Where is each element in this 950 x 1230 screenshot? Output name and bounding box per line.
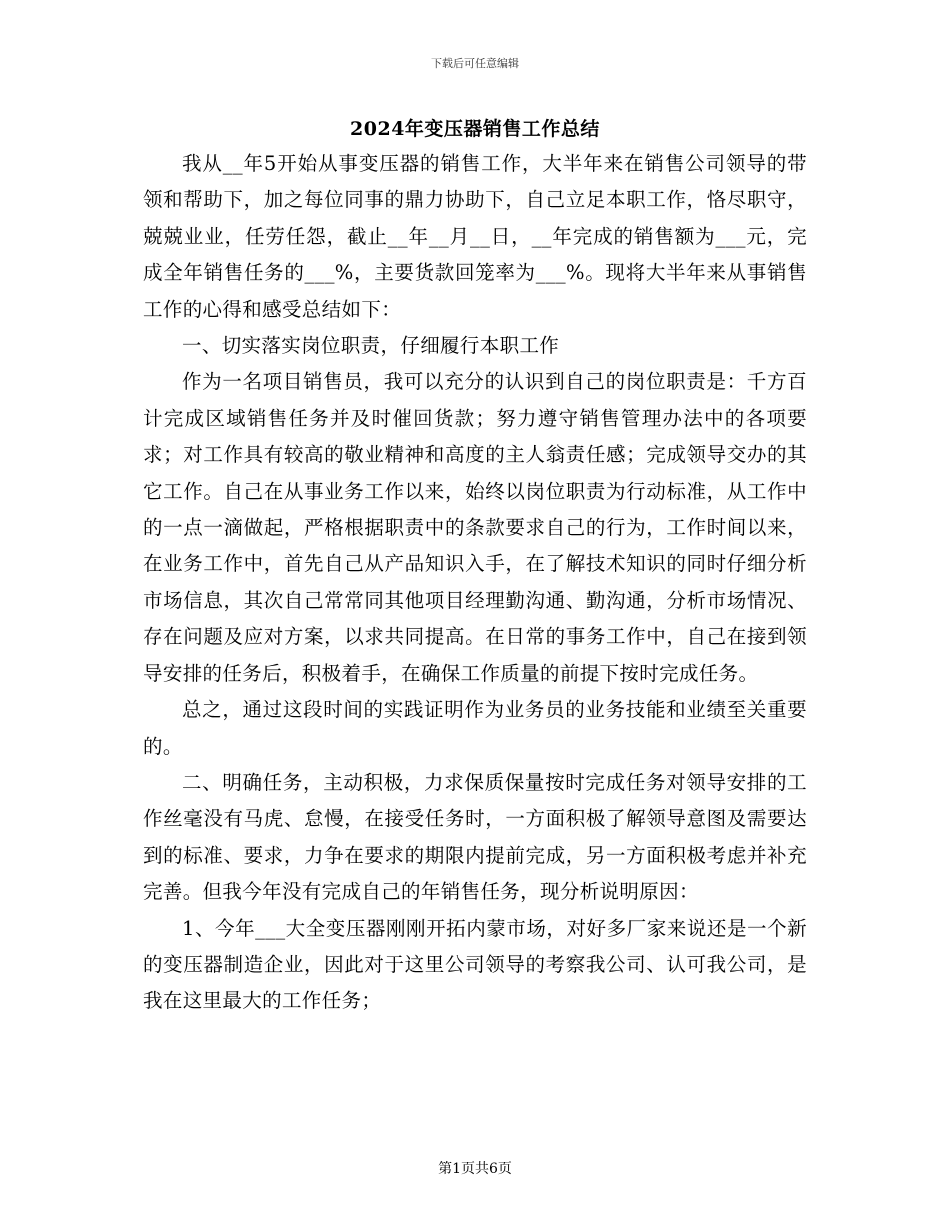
page-number-footer: 第1页共6页 — [438, 1161, 512, 1177]
header-note: 下载后可任意编辑 — [431, 57, 519, 70]
section-heading-1: 一、切实落实岗位职责，仔细履行本职工作 — [182, 334, 560, 358]
paragraph-section-2: 二、明确任务，主动积极，力求保质保量按时完成任务对领导安排的工作丝毫没有马虎、怠慢，在接受任务时，一方面积极了解领导意图及需要达到的标准、要求，力争在要求的期限内提前完成，另一方面积极考虑并补充完善。但我今年没有完成自己的年销售任务，现分析说明原因： — [143, 770, 807, 904]
document-body — [143, 146, 807, 1020]
paragraph-summary: 总之，通过这段时间的实践证明作为业务员的业务技能和业绩至关重要的。 — [143, 698, 807, 758]
paragraph-duties: 作为一名项目销售员，我可以充分的认识到自己的岗位职责是：千方百计完成区域销售任务并及时催回货款；努力遵守销售管理办法中的各项要求；对工作具有较高的敬业精神和高度的主人翁责任感；完成领导交办的其它工作。自己在从事业务工作以来，始终以岗位职责为行动标准，从工作中的一点一滴做起，严格根据职责中的条款要求自己的行为，工作时间以来，在业务工作中，首先自己从产品知识入手，在了解技术知识的同时仔细分析市场信息，其次自己常常同其他项目经理勤沟通、勤沟通，分析市场情况、存在问题及应对方案，以求共同提高。在日常的事务工作中，自己在接到领导安排的任务后，积极着手，在确保工作质量的前提下按时完成任务。 — [143, 370, 807, 685]
paragraph-reason-1: 1、今年___大全变压器刚刚开拓内蒙市场，对好多厂家来说还是一个新的变压器制造企业，因此对于这里公司领导的考察我公司、认可我公司，是我在这里最大的工作任务； — [143, 916, 807, 1013]
paragraph-intro: 我从__年5开始从事变压器的销售工作，大半年来在销售公司领导的带领和帮助下，加之每位同事的鼎力协助下，自己立足本职工作，恪尽职守，兢兢业业，任劳任怨，截止__年__月__日，__年完成的销售额为___元，完成全年销售任务的___%，主要货款回笼率为___%。现将大半年来从事销售工作的心得和感受总结如下： — [143, 152, 807, 321]
document-title: 2024年变压器销售工作总结 — [350, 118, 600, 140]
